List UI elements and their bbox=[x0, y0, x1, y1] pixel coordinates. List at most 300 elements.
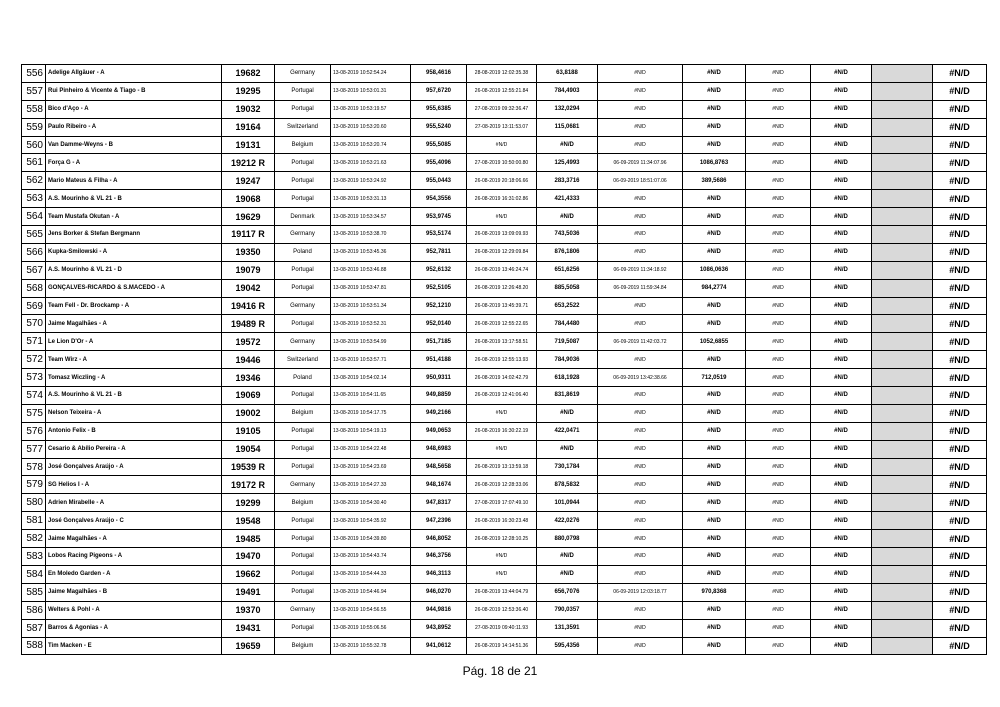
release-time-cell: 13-08-2019 10:53:21.63 bbox=[331, 154, 411, 172]
arrival-time-3-cell: #N/D bbox=[598, 136, 683, 154]
fancier-name-cell: Tomasz Wiczling - A bbox=[46, 369, 222, 387]
ring-number-cell: 19054 bbox=[222, 440, 275, 458]
release-time-cell: 13-08-2019 10:54:30.40 bbox=[331, 494, 411, 512]
country-cell: Germany bbox=[275, 65, 331, 83]
arrival-time-4-cell: #N/D bbox=[746, 422, 811, 440]
speed-4-cell: #N/D bbox=[811, 136, 872, 154]
ring-number-cell: 19042 bbox=[222, 279, 275, 297]
blank-cell-cell bbox=[872, 530, 933, 548]
release-time-cell: 13-08-2019 10:53:20.60 bbox=[331, 118, 411, 136]
speed-3-cell: #N/D bbox=[683, 494, 746, 512]
arrival-time-3-cell: #N/D bbox=[598, 530, 683, 548]
speed-2-cell: 790,0357 bbox=[537, 601, 598, 619]
speed-cell: 941,0612 bbox=[411, 637, 467, 655]
arrival-time-4-cell: #N/D bbox=[746, 387, 811, 405]
arrival-time-2-cell: 26-08-2019 13:09:09.93 bbox=[467, 226, 537, 244]
speed-4-cell: #N/D bbox=[811, 494, 872, 512]
arrival-time-2-cell: 26-08-2019 13:17:58.51 bbox=[467, 333, 537, 351]
position-cell: 578 bbox=[22, 458, 46, 476]
arrival-time-2-cell: 27-08-2019 17:07:49.10 bbox=[467, 494, 537, 512]
fancier-name-cell: SG Helios I - A bbox=[46, 476, 222, 494]
release-time-cell: 13-08-2019 10:54:22.48 bbox=[331, 440, 411, 458]
speed-3-cell: #N/D bbox=[683, 565, 746, 583]
speed-4-cell: #N/D bbox=[811, 583, 872, 601]
table-row bbox=[22, 530, 987, 548]
arrival-time-2-cell: 26-08-2019 13:46:24.74 bbox=[467, 261, 537, 279]
arrival-time-4-cell: #N/D bbox=[746, 172, 811, 190]
country-cell: Portugal bbox=[275, 100, 331, 118]
speed-cell: 951,4188 bbox=[411, 351, 467, 369]
result-cell: #N/D bbox=[933, 65, 987, 83]
result-cell: #N/D bbox=[933, 637, 987, 655]
speed-4-cell: #N/D bbox=[811, 243, 872, 261]
speed-cell: 949,0653 bbox=[411, 422, 467, 440]
arrival-time-3-cell: 06-09-2019 18:51:07.06 bbox=[598, 172, 683, 190]
speed-4-cell: #N/D bbox=[811, 404, 872, 422]
speed-4-cell: #N/D bbox=[811, 333, 872, 351]
blank-cell-cell bbox=[872, 279, 933, 297]
arrival-time-2-cell: 26-08-2019 13:45:39.71 bbox=[467, 297, 537, 315]
blank-cell-cell bbox=[872, 333, 933, 351]
speed-4-cell: #N/D bbox=[811, 369, 872, 387]
release-time-cell: 13-08-2019 10:53:19.57 bbox=[331, 100, 411, 118]
speed-cell: 948,5658 bbox=[411, 458, 467, 476]
table-row bbox=[22, 387, 987, 405]
release-time-cell: 13-08-2019 10:54:43.74 bbox=[331, 548, 411, 566]
result-cell: #N/D bbox=[933, 100, 987, 118]
arrival-time-2-cell: 26-08-2019 12:55:22.65 bbox=[467, 315, 537, 333]
speed-2-cell: 422,0471 bbox=[537, 422, 598, 440]
speed-2-cell: 885,5058 bbox=[537, 279, 598, 297]
arrival-time-4-cell: #N/D bbox=[746, 601, 811, 619]
table-row bbox=[22, 172, 987, 190]
ring-number-cell: 19485 bbox=[222, 530, 275, 548]
country-cell: Poland bbox=[275, 243, 331, 261]
speed-2-cell: #N/D bbox=[537, 548, 598, 566]
arrival-time-4-cell: #N/D bbox=[746, 82, 811, 100]
result-cell: #N/D bbox=[933, 279, 987, 297]
ring-number-cell: 19416 R bbox=[222, 297, 275, 315]
speed-cell: 952,0140 bbox=[411, 315, 467, 333]
result-cell: #N/D bbox=[933, 172, 987, 190]
release-time-cell: 13-08-2019 10:52:54.24 bbox=[331, 65, 411, 83]
position-cell: 583 bbox=[22, 548, 46, 566]
blank-cell-cell bbox=[872, 548, 933, 566]
arrival-time-2-cell: 26-08-2019 16:31:02.86 bbox=[467, 190, 537, 208]
speed-cell: 955,5240 bbox=[411, 118, 467, 136]
speed-cell: 954,3556 bbox=[411, 190, 467, 208]
speed-cell: 955,5085 bbox=[411, 136, 467, 154]
arrival-time-3-cell: #N/D bbox=[598, 512, 683, 530]
speed-3-cell: #N/D bbox=[683, 619, 746, 637]
blank-cell-cell bbox=[872, 172, 933, 190]
arrival-time-2-cell: 26-08-2019 13:44:04.79 bbox=[467, 583, 537, 601]
arrival-time-3-cell: 06-09-2019 11:59:34.84 bbox=[598, 279, 683, 297]
speed-3-cell: #N/D bbox=[683, 243, 746, 261]
blank-cell-cell bbox=[872, 637, 933, 655]
ring-number-cell: 19682 bbox=[222, 65, 275, 83]
arrival-time-3-cell: #N/D bbox=[598, 494, 683, 512]
ring-number-cell: 19659 bbox=[222, 637, 275, 655]
speed-2-cell: #N/D bbox=[537, 404, 598, 422]
result-cell: #N/D bbox=[933, 208, 987, 226]
speed-4-cell: #N/D bbox=[811, 208, 872, 226]
arrival-time-4-cell: #N/D bbox=[746, 315, 811, 333]
fancier-name-cell: Mario Mateus & Filha - A bbox=[46, 172, 222, 190]
release-time-cell: 13-08-2019 10:54:11.65 bbox=[331, 387, 411, 405]
speed-4-cell: #N/D bbox=[811, 512, 872, 530]
blank-cell-cell bbox=[872, 422, 933, 440]
result-cell: #N/D bbox=[933, 243, 987, 261]
blank-cell-cell bbox=[872, 243, 933, 261]
table-row bbox=[22, 637, 987, 655]
arrival-time-3-cell: #N/D bbox=[598, 100, 683, 118]
arrival-time-3-cell: 06-09-2019 11:34:18.92 bbox=[598, 261, 683, 279]
speed-cell: 955,4096 bbox=[411, 154, 467, 172]
ring-number-cell: 19212 R bbox=[222, 154, 275, 172]
speed-3-cell: #N/D bbox=[683, 601, 746, 619]
ring-number-cell: 19068 bbox=[222, 190, 275, 208]
speed-2-cell: 421,4333 bbox=[537, 190, 598, 208]
speed-4-cell: #N/D bbox=[811, 226, 872, 244]
release-time-cell: 13-08-2019 10:54:44.33 bbox=[331, 565, 411, 583]
speed-2-cell: 132,0294 bbox=[537, 100, 598, 118]
arrival-time-3-cell: #N/D bbox=[598, 619, 683, 637]
fancier-name-cell: Van Damme-Weyns - B bbox=[46, 136, 222, 154]
release-time-cell: 13-08-2019 10:54:46.94 bbox=[331, 583, 411, 601]
result-cell: #N/D bbox=[933, 548, 987, 566]
ring-number-cell: 19295 bbox=[222, 82, 275, 100]
fancier-name-cell: Paulo Ribeiro - A bbox=[46, 118, 222, 136]
result-cell: #N/D bbox=[933, 601, 987, 619]
result-cell: #N/D bbox=[933, 226, 987, 244]
speed-2-cell: #N/D bbox=[537, 136, 598, 154]
position-cell: 580 bbox=[22, 494, 46, 512]
fancier-name-cell: Adelige Allgäuer - A bbox=[46, 65, 222, 83]
speed-2-cell: 422,0276 bbox=[537, 512, 598, 530]
fancier-name-cell: Jaime Magalhães - A bbox=[46, 315, 222, 333]
fancier-name-cell: Team Mustafa Okutan - A bbox=[46, 208, 222, 226]
arrival-time-2-cell: 26-08-2019 20:18:06.66 bbox=[467, 172, 537, 190]
position-cell: 567 bbox=[22, 261, 46, 279]
speed-4-cell: #N/D bbox=[811, 565, 872, 583]
speed-3-cell: #N/D bbox=[683, 208, 746, 226]
arrival-time-4-cell: #N/D bbox=[746, 548, 811, 566]
arrival-time-2-cell: 26-08-2019 12:28:33.06 bbox=[467, 476, 537, 494]
arrival-time-3-cell: #N/D bbox=[598, 65, 683, 83]
blank-cell-cell bbox=[872, 387, 933, 405]
ring-number-cell: 19247 bbox=[222, 172, 275, 190]
blank-cell-cell bbox=[872, 190, 933, 208]
ring-number-cell: 19079 bbox=[222, 261, 275, 279]
speed-2-cell: 125,4993 bbox=[537, 154, 598, 172]
speed-4-cell: #N/D bbox=[811, 65, 872, 83]
blank-cell-cell bbox=[872, 601, 933, 619]
arrival-time-3-cell: #N/D bbox=[598, 422, 683, 440]
speed-2-cell: 878,5832 bbox=[537, 476, 598, 494]
result-cell: #N/D bbox=[933, 565, 987, 583]
result-cell: #N/D bbox=[933, 351, 987, 369]
arrival-time-4-cell: #N/D bbox=[746, 243, 811, 261]
position-cell: 562 bbox=[22, 172, 46, 190]
arrival-time-4-cell: #N/D bbox=[746, 512, 811, 530]
ring-number-cell: 19346 bbox=[222, 369, 275, 387]
speed-cell: 947,2396 bbox=[411, 512, 467, 530]
speed-cell: 952,1210 bbox=[411, 297, 467, 315]
speed-4-cell: #N/D bbox=[811, 315, 872, 333]
arrival-time-3-cell: 06-09-2019 13:42:38.66 bbox=[598, 369, 683, 387]
blank-cell-cell bbox=[872, 494, 933, 512]
arrival-time-2-cell: #N/D bbox=[467, 404, 537, 422]
arrival-time-2-cell: #N/D bbox=[467, 440, 537, 458]
country-cell: Portugal bbox=[275, 548, 331, 566]
speed-3-cell: #N/D bbox=[683, 387, 746, 405]
speed-4-cell: #N/D bbox=[811, 261, 872, 279]
speed-2-cell: 656,7076 bbox=[537, 583, 598, 601]
blank-cell-cell bbox=[872, 82, 933, 100]
speed-cell: 947,8317 bbox=[411, 494, 467, 512]
table-row bbox=[22, 118, 987, 136]
fancier-name-cell: A.S. Mourinho & VL 21 - B bbox=[46, 190, 222, 208]
arrival-time-2-cell: #N/D bbox=[467, 136, 537, 154]
arrival-time-4-cell: #N/D bbox=[746, 65, 811, 83]
speed-3-cell: #N/D bbox=[683, 82, 746, 100]
result-cell: #N/D bbox=[933, 458, 987, 476]
speed-cell: 957,6720 bbox=[411, 82, 467, 100]
arrival-time-3-cell: #N/D bbox=[598, 404, 683, 422]
fancier-name-cell: Força G - A bbox=[46, 154, 222, 172]
table-row bbox=[22, 548, 987, 566]
release-time-cell: 13-08-2019 10:55:06.56 bbox=[331, 619, 411, 637]
blank-cell-cell bbox=[872, 315, 933, 333]
fancier-name-cell: Welters & Pohl - A bbox=[46, 601, 222, 619]
arrival-time-2-cell: 26-08-2019 12:29:09.84 bbox=[467, 243, 537, 261]
speed-2-cell: 719,5087 bbox=[537, 333, 598, 351]
fancier-name-cell: Le Lion D'Or - A bbox=[46, 333, 222, 351]
fancier-name-cell: Jaime Magalhães - A bbox=[46, 530, 222, 548]
arrival-time-3-cell: 06-09-2019 11:42:03.72 bbox=[598, 333, 683, 351]
position-cell: 565 bbox=[22, 226, 46, 244]
country-cell: Denmark bbox=[275, 208, 331, 226]
arrival-time-2-cell: 27-08-2019 09:40:11.93 bbox=[467, 619, 537, 637]
release-time-cell: 13-08-2019 10:53:51.34 bbox=[331, 297, 411, 315]
country-cell: Portugal bbox=[275, 154, 331, 172]
arrival-time-4-cell: #N/D bbox=[746, 565, 811, 583]
arrival-time-4-cell: #N/D bbox=[746, 530, 811, 548]
country-cell: Poland bbox=[275, 369, 331, 387]
position-cell: 570 bbox=[22, 315, 46, 333]
result-cell: #N/D bbox=[933, 333, 987, 351]
blank-cell-cell bbox=[872, 619, 933, 637]
speed-2-cell: 743,5036 bbox=[537, 226, 598, 244]
speed-cell: 949,8859 bbox=[411, 387, 467, 405]
blank-cell-cell bbox=[872, 226, 933, 244]
position-cell: 563 bbox=[22, 190, 46, 208]
release-time-cell: 13-08-2019 10:54:56.55 bbox=[331, 601, 411, 619]
speed-4-cell: #N/D bbox=[811, 279, 872, 297]
arrival-time-2-cell: 26-08-2019 16:30:23.48 bbox=[467, 512, 537, 530]
speed-4-cell: #N/D bbox=[811, 387, 872, 405]
fancier-name-cell: Barros & Agonias - A bbox=[46, 619, 222, 637]
arrival-time-3-cell: #N/D bbox=[598, 243, 683, 261]
fancier-name-cell: Antonio Felix - B bbox=[46, 422, 222, 440]
arrival-time-4-cell: #N/D bbox=[746, 190, 811, 208]
ring-number-cell: 19370 bbox=[222, 601, 275, 619]
blank-cell-cell bbox=[872, 512, 933, 530]
position-cell: 561 bbox=[22, 154, 46, 172]
arrival-time-2-cell: 26-08-2019 12:55:21.84 bbox=[467, 82, 537, 100]
country-cell: Portugal bbox=[275, 261, 331, 279]
arrival-time-3-cell: #N/D bbox=[598, 458, 683, 476]
speed-2-cell: 131,3591 bbox=[537, 619, 598, 637]
arrival-time-3-cell: #N/D bbox=[598, 82, 683, 100]
speed-4-cell: #N/D bbox=[811, 422, 872, 440]
table-row bbox=[22, 601, 987, 619]
position-cell: 588 bbox=[22, 637, 46, 655]
arrival-time-3-cell: #N/D bbox=[598, 387, 683, 405]
ring-number-cell: 19117 R bbox=[222, 226, 275, 244]
table-row bbox=[22, 136, 987, 154]
blank-cell-cell bbox=[872, 154, 933, 172]
country-cell: Belgium bbox=[275, 637, 331, 655]
result-cell: #N/D bbox=[933, 440, 987, 458]
result-cell: #N/D bbox=[933, 404, 987, 422]
arrival-time-2-cell: 27-08-2019 10:50:00.80 bbox=[467, 154, 537, 172]
fancier-name-cell: Tim Macken - E bbox=[46, 637, 222, 655]
table-row bbox=[22, 65, 987, 83]
result-cell: #N/D bbox=[933, 369, 987, 387]
result-cell: #N/D bbox=[933, 82, 987, 100]
fancier-name-cell: Kupka-Smilowski - A bbox=[46, 243, 222, 261]
arrival-time-4-cell: #N/D bbox=[746, 619, 811, 637]
speed-2-cell: 101,0944 bbox=[537, 494, 598, 512]
blank-cell-cell bbox=[872, 583, 933, 601]
blank-cell-cell bbox=[872, 208, 933, 226]
speed-4-cell: #N/D bbox=[811, 619, 872, 637]
arrival-time-3-cell: #N/D bbox=[598, 637, 683, 655]
arrival-time-4-cell: #N/D bbox=[746, 458, 811, 476]
speed-4-cell: #N/D bbox=[811, 190, 872, 208]
table-row bbox=[22, 315, 987, 333]
arrival-time-3-cell: #N/D bbox=[598, 118, 683, 136]
position-cell: 585 bbox=[22, 583, 46, 601]
fancier-name-cell: Rui Pinheiro & Vicente & Tiago - B bbox=[46, 82, 222, 100]
arrival-time-2-cell: 26-08-2019 12:28:10.25 bbox=[467, 530, 537, 548]
country-cell: Portugal bbox=[275, 619, 331, 637]
position-cell: 575 bbox=[22, 404, 46, 422]
arrival-time-4-cell: #N/D bbox=[746, 136, 811, 154]
speed-2-cell: 880,0798 bbox=[537, 530, 598, 548]
blank-cell-cell bbox=[872, 100, 933, 118]
fancier-name-cell: Lobos Racing Pigeons - A bbox=[46, 548, 222, 566]
table-row bbox=[22, 422, 987, 440]
speed-4-cell: #N/D bbox=[811, 548, 872, 566]
arrival-time-3-cell: #N/D bbox=[598, 351, 683, 369]
speed-4-cell: #N/D bbox=[811, 476, 872, 494]
position-cell: 582 bbox=[22, 530, 46, 548]
speed-cell: 951,7185 bbox=[411, 333, 467, 351]
speed-2-cell: 595,4356 bbox=[537, 637, 598, 655]
speed-2-cell: #N/D bbox=[537, 565, 598, 583]
blank-cell-cell bbox=[872, 136, 933, 154]
result-cell: #N/D bbox=[933, 583, 987, 601]
result-cell: #N/D bbox=[933, 530, 987, 548]
speed-cell: 958,4616 bbox=[411, 65, 467, 83]
fancier-name-cell: GONÇALVES-RICARDO & S.MACEDO - A bbox=[46, 279, 222, 297]
ring-number-cell: 19002 bbox=[222, 404, 275, 422]
fancier-name-cell: Jaime Magalhães - B bbox=[46, 583, 222, 601]
table-row bbox=[22, 351, 987, 369]
speed-3-cell: #N/D bbox=[683, 65, 746, 83]
arrival-time-2-cell: #N/D bbox=[467, 565, 537, 583]
country-cell: Portugal bbox=[275, 422, 331, 440]
arrival-time-2-cell: 26-08-2019 14:14:51.36 bbox=[467, 637, 537, 655]
table-row bbox=[22, 279, 987, 297]
ring-number-cell: 19470 bbox=[222, 548, 275, 566]
blank-cell-cell bbox=[872, 65, 933, 83]
ring-number-cell: 19548 bbox=[222, 512, 275, 530]
ring-number-cell: 19069 bbox=[222, 387, 275, 405]
results-table-body bbox=[22, 65, 987, 655]
fancier-name-cell: Team Wirz - A bbox=[46, 351, 222, 369]
arrival-time-2-cell: #N/D bbox=[467, 548, 537, 566]
position-cell: 577 bbox=[22, 440, 46, 458]
country-cell: Portugal bbox=[275, 190, 331, 208]
speed-cell: 952,7811 bbox=[411, 243, 467, 261]
speed-4-cell: #N/D bbox=[811, 458, 872, 476]
table-row bbox=[22, 333, 987, 351]
position-cell: 576 bbox=[22, 422, 46, 440]
arrival-time-4-cell: #N/D bbox=[746, 369, 811, 387]
arrival-time-4-cell: #N/D bbox=[746, 404, 811, 422]
result-cell: #N/D bbox=[933, 154, 987, 172]
speed-2-cell: 63,8188 bbox=[537, 65, 598, 83]
position-cell: 572 bbox=[22, 351, 46, 369]
arrival-time-3-cell: #N/D bbox=[598, 601, 683, 619]
position-cell: 574 bbox=[22, 387, 46, 405]
result-cell: #N/D bbox=[933, 387, 987, 405]
speed-3-cell: #N/D bbox=[683, 422, 746, 440]
speed-cell: 946,0270 bbox=[411, 583, 467, 601]
arrival-time-3-cell: #N/D bbox=[598, 565, 683, 583]
ring-number-cell: 19431 bbox=[222, 619, 275, 637]
speed-cell: 949,2166 bbox=[411, 404, 467, 422]
country-cell: Germany bbox=[275, 601, 331, 619]
fancier-name-cell: A.S. Mourinho & VL 21 - D bbox=[46, 261, 222, 279]
arrival-time-2-cell: 26-08-2019 14:02:42.79 bbox=[467, 369, 537, 387]
position-cell: 566 bbox=[22, 243, 46, 261]
speed-2-cell: 283,3716 bbox=[537, 172, 598, 190]
speed-cell: 950,9311 bbox=[411, 369, 467, 387]
speed-3-cell: #N/D bbox=[683, 351, 746, 369]
arrival-time-4-cell: #N/D bbox=[746, 333, 811, 351]
position-cell: 568 bbox=[22, 279, 46, 297]
arrival-time-2-cell: 26-08-2019 12:55:13.93 bbox=[467, 351, 537, 369]
position-cell: 557 bbox=[22, 82, 46, 100]
country-cell: Germany bbox=[275, 476, 331, 494]
position-cell: 560 bbox=[22, 136, 46, 154]
results-table bbox=[21, 64, 987, 655]
speed-3-cell: 389,5686 bbox=[683, 172, 746, 190]
blank-cell-cell bbox=[872, 297, 933, 315]
speed-3-cell: 1086,0636 bbox=[683, 261, 746, 279]
country-cell: Germany bbox=[275, 226, 331, 244]
arrival-time-3-cell: #N/D bbox=[598, 476, 683, 494]
position-cell: 573 bbox=[22, 369, 46, 387]
country-cell: Switzerland bbox=[275, 118, 331, 136]
country-cell: Belgium bbox=[275, 404, 331, 422]
ring-number-cell: 19131 bbox=[222, 136, 275, 154]
